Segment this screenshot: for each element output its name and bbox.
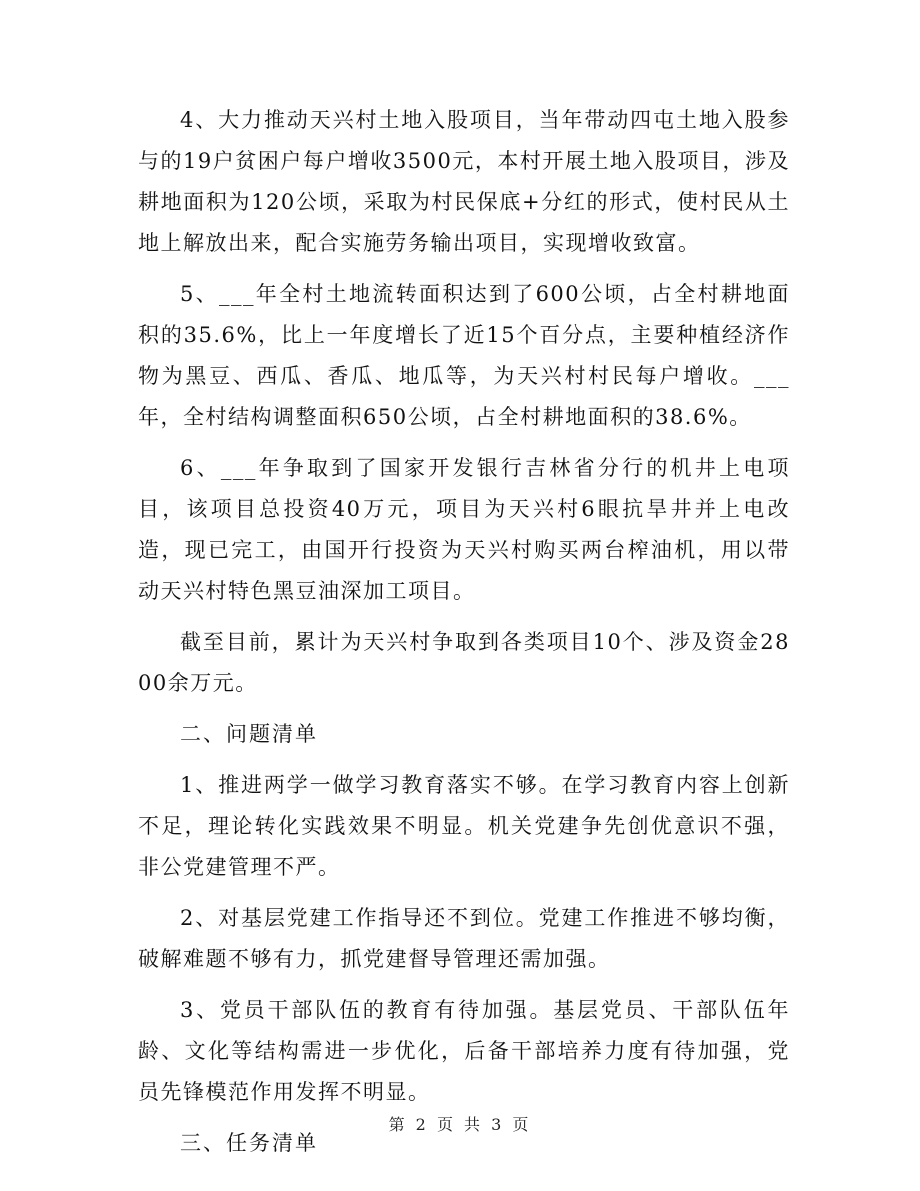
section-heading-problems: 二、问题清单 xyxy=(180,722,318,746)
paragraph-item-6: 6、___年争取到了国家开发银行吉林省分行的机井上电项目，该项目总投资40万元，项目为天兴村6眼抗旱井并上电改造，现已完工，由国开行投资为天兴村购买两台榨油机，用以带动天兴村特色黑豆油深加工项目。 xyxy=(138,456,790,603)
problem-item-3: 3、党员干部队伍的教育有待加强。基层党员、干部队伍年龄、文化等结构需进一步优化，后备干部培养力度有待加强，党员先锋模范作用发挥不明显。 xyxy=(138,998,790,1104)
paragraph-item-4: 4、大力推动天兴村土地入股项目，当年带动四屯土地入股参与的19户贫困户每户增收3500元，本村开展土地入股项目，涉及耕地面积为120公顷，采取为村民保底+分红的形式，使村民从土地上解放出来，配合实施劳务输出项目，实现增收致富。 xyxy=(138,108,790,255)
section-heading-tasks: 三、任务清单 xyxy=(180,1131,318,1155)
page-number-footer: 第 2 页 共 3 页 xyxy=(388,1115,532,1134)
document-body xyxy=(138,100,790,1174)
problem-item-2: 2、对基层党建工作指导还不到位。党建工作推进不够均衡，破解难题不够有力，抓党建督导管理还需加强。 xyxy=(138,906,790,971)
paragraph-item-5: 5、___年全村土地流转面积达到了600公顷，占全村耕地面积的35.6%，比上一年度增长了近15个百分点，主要种植经济作物为黑豆、西瓜、香瓜、地瓜等，为天兴村村民每户增收。___年，全村结构调整面积650公顷，占全村耕地面积的38.6%。 xyxy=(138,282,790,429)
problem-item-1: 1、推进两学一做学习教育落实不够。在学习教育内容上创新不足，理论转化实践效果不明显。机关党建争先创优意识不强，非公党建管理不严。 xyxy=(138,773,790,879)
paragraph-summary: 截至目前，累计为天兴村争取到各类项目10个、涉及资金2800余万元。 xyxy=(138,630,790,695)
